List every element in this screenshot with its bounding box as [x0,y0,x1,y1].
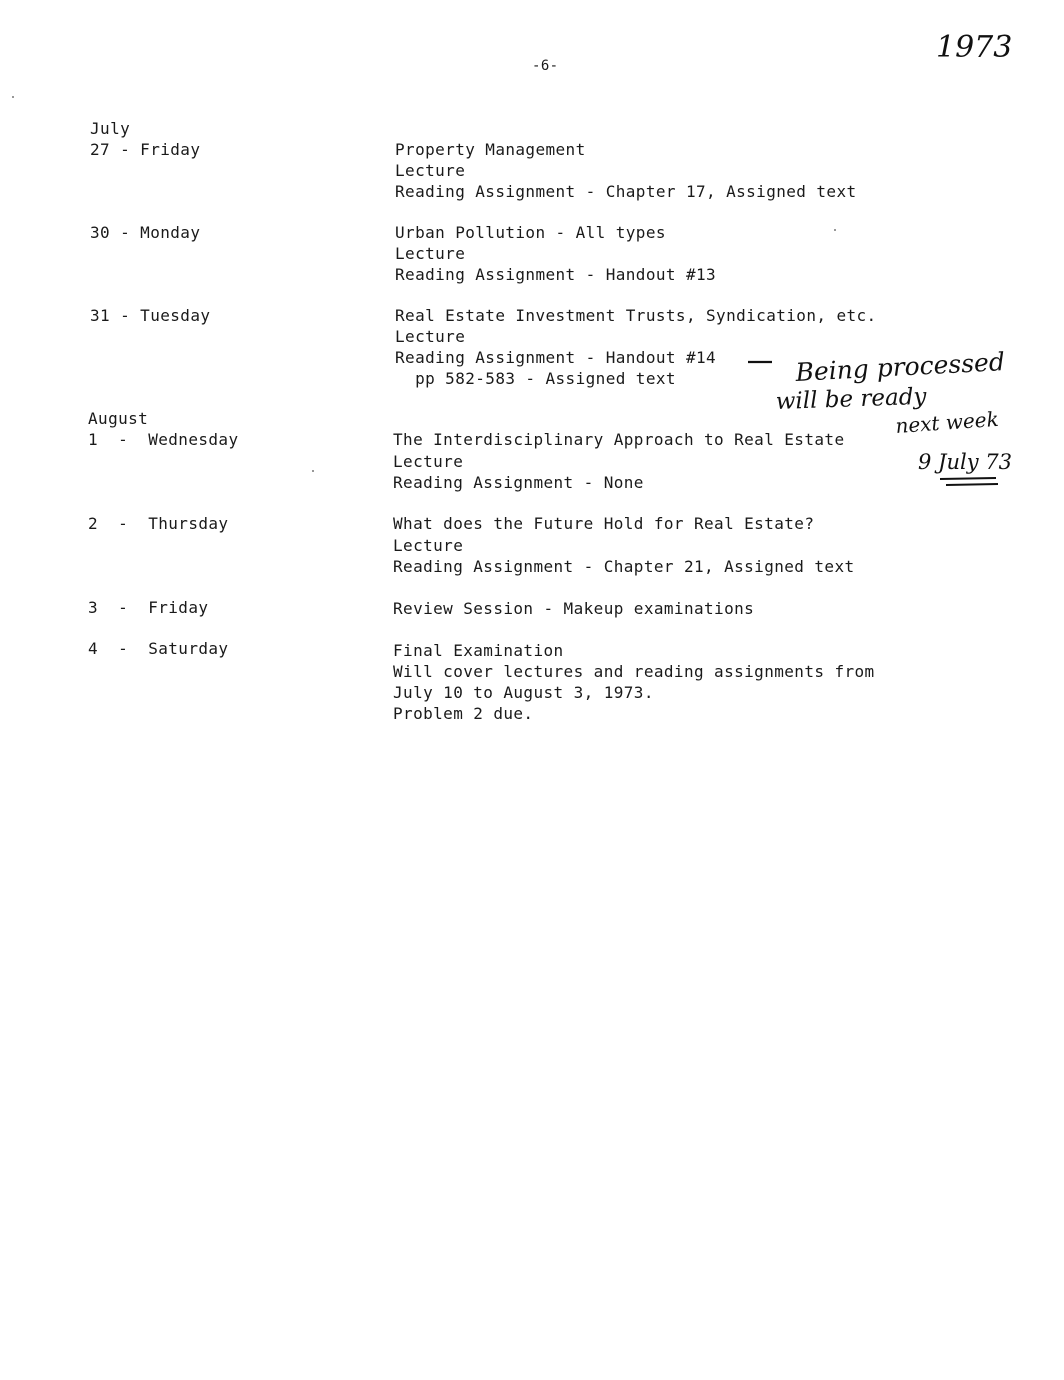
schedule-topic: What does the Future Hold for Real Estate? [393,514,815,533]
date-underline [946,484,998,485]
schedule-topic: Final Examination [393,641,564,660]
schedule-line: Reading Assignment - Handout #13 [395,265,717,284]
schedule-day: 31 - Tuesday [90,306,211,325]
schedule-day: 30 - Monday [90,223,201,242]
scan-speck [12,96,14,98]
handwritten-note-line1: Being processed [794,347,1006,387]
schedule-day: 1 - Wednesday [88,430,239,449]
schedule-topic: Review Session - Makeup examinations [393,599,755,618]
month-heading-august: August [88,409,149,428]
schedule-day: 3 - Friday [88,598,209,617]
schedule-line: Lecture [395,244,466,263]
schedule-line: Reading Assignment - Handout #14 [395,348,717,367]
schedule-topic: The Interdisciplinary Approach to Real Estate [393,430,845,449]
date-underline [940,478,996,479]
schedule-line: Will cover lectures and reading assignments from [393,662,875,681]
scan-speck [834,229,836,231]
schedule-topic: Urban Pollution - All types [395,223,666,242]
handwritten-date: 9 July 73 [918,450,1012,474]
schedule-line: July 10 to August 3, 1973. [393,683,654,702]
handwritten-year: 1973 [936,30,1013,65]
schedule-line: Reading Assignment - None [393,473,644,492]
schedule-line: Reading Assignment - Chapter 21, Assigned text [393,557,855,576]
page-number: -6- [532,58,559,74]
month-heading-july: July [90,119,131,138]
scan-speck [312,470,314,472]
schedule-topic: Property Management [395,140,586,159]
schedule-line: Problem 2 due. [393,704,534,723]
schedule-day: 4 - Saturday [88,639,229,658]
handwritten-annotation [740,345,1040,505]
schedule-line: Lecture [393,452,464,471]
schedule-line: Lecture [395,161,466,180]
schedule-line: pp 582-583 - Assigned text [395,369,676,388]
handwritten-note-line3: next week [894,406,1000,438]
schedule-day: 2 - Thursday [88,514,229,533]
schedule-topic: Real Estate Investment Trusts, Syndication, etc. [395,306,877,325]
schedule-line: Lecture [395,327,466,346]
schedule-day: 27 - Friday [90,140,201,159]
schedule-line: Lecture [393,536,464,555]
handwritten-note-line2: will be ready [775,383,927,415]
schedule-line: Reading Assignment - Chapter 17, Assigned text [395,182,857,201]
